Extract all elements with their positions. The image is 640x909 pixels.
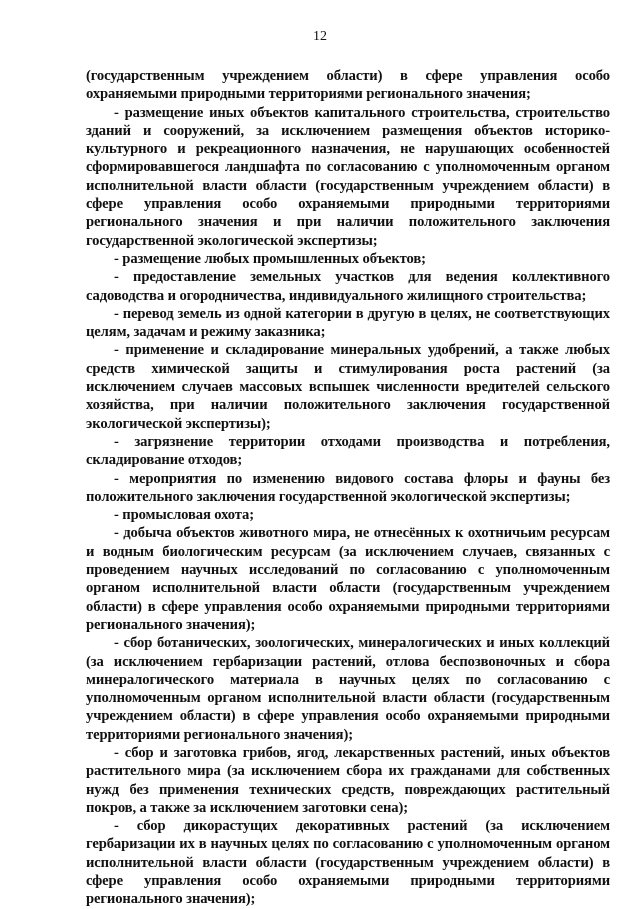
paragraph: - сбор ботанических, зоологических, минералогических и иных коллекций (за исключением гербаризации растений, отлова беспозвоночных и сбора минералогического материала в научных целях по согласованию с уполномоченным органом исполнительной власти области (государственным учреждением области) в сфере управления особо охраняемыми природными территориями регионального значения); xyxy=(86,635,610,743)
paragraph: (государственным учреждением области) в сфере управления особо охраняемыми природными территориями регионального значения; xyxy=(86,68,610,103)
page-number: 12 xyxy=(313,29,327,44)
paragraph: - добыча объектов животного мира, не отнесённых к охотничьим ресурсам и водным биологическим ресурсам (за исключением случаев, связанных с проведением научных исследований по согласованию с уполномоченным органом исполнительной власти области (государственным учреждением области) в сфере управления особо охраняемыми природными территориями регионального значения); xyxy=(86,525,610,633)
paragraph: - сбор дикорастущих декоративных растений (за исключением гербаризации их в научных целях по согласованию с уполномоченным органом исполнительной власти области (государственным учреждением области) в сфере управления особо охраняемыми природными территориями регионального значения); xyxy=(86,818,610,908)
paragraph: - перевод земель из одной категории в другую в целях, не соответствующих целям, задачам и режиму заказника; xyxy=(86,305,610,341)
paragraph: - размещение любых промышленных объектов; xyxy=(114,250,426,267)
paragraph: - предоставление земельных участков для ведения коллективного садоводства и огородничества, индивидуального жилищного строительства; xyxy=(86,269,610,304)
paragraph: - размещение иных объектов капитального строительства, строительство зданий и сооружений, за исключением размещения объектов историко-культурного и рекреационного назначения, не нарушающих особенностей сформировавшегося ландшафта по согласованию с уполномоченным органом исполнительной власти области (государственным учреждением области) в сфере управления особо охраняемыми природными территориями регионального значения и при наличии положительного заключения государственной экологической экспертизы; xyxy=(86,104,610,249)
paragraph: - загрязнение территории отходами производства и потребления, складирование отходов; xyxy=(86,433,610,469)
document-body xyxy=(86,67,610,909)
paragraph: - мероприятия по изменению видового состава флоры и фауны без положительного заключения государственной экологической экспертизы; xyxy=(86,470,610,505)
paragraph: - применение и складирование минеральных удобрений, а также любых средств химической защиты и стимулирования роста растений (за исключением случаев массовых вспышек численности вредителей сельского хозяйства, при наличии положительного заключения государственной экологической экспертизы); xyxy=(86,342,610,432)
paragraph: - промысловая охота; xyxy=(114,507,254,524)
paragraph: - сбор и заготовка грибов, ягод, лекарственных растений, иных объектов растительного мира (за исключением сбора их гражданами для собственных нужд без применения технических средств, повреждающих растительный покров, а также за исключением заготовки сена); xyxy=(86,744,610,816)
